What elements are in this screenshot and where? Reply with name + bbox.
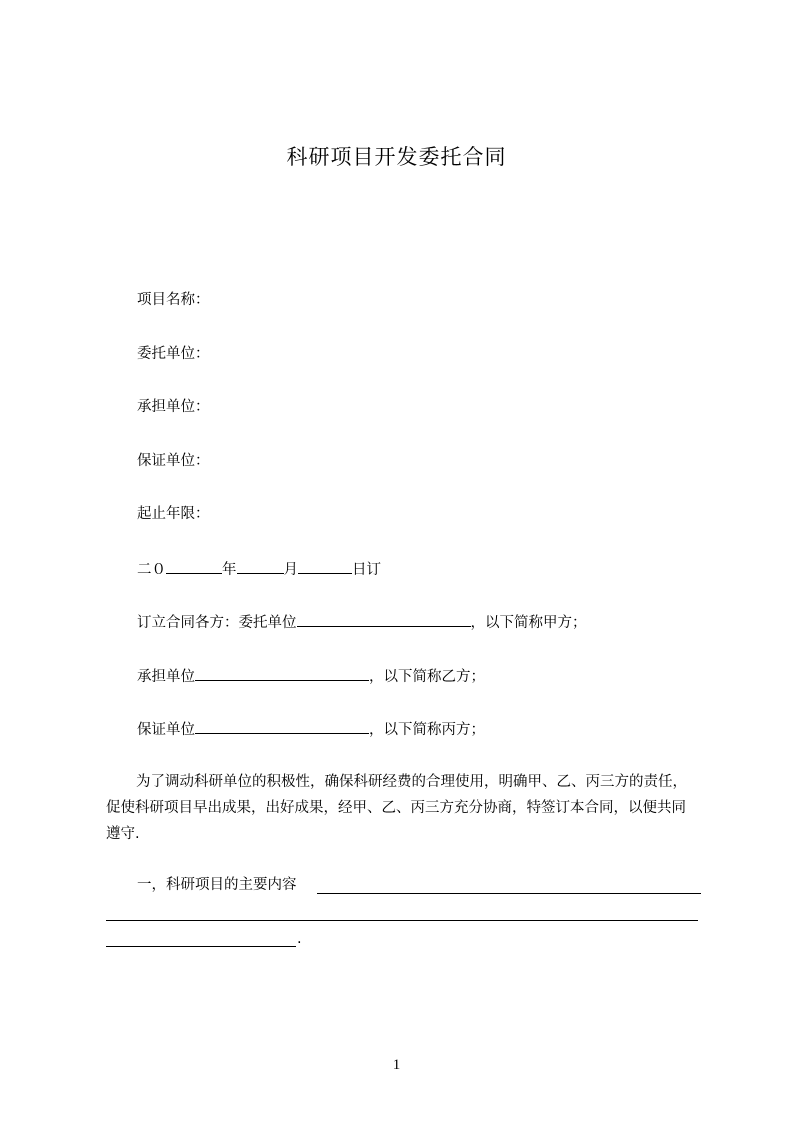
party-b-blank[interactable] bbox=[195, 665, 369, 681]
party-c-suffix: ，以下简称丙方； bbox=[369, 722, 485, 738]
field-guarantee-unit: 保证单位： bbox=[137, 453, 210, 469]
page-number: 1 bbox=[392, 1057, 401, 1073]
section-1-end-mark: . bbox=[297, 931, 302, 947]
party-b-prefix: 承担单位 bbox=[137, 669, 195, 685]
field-project-name: 项目名称： bbox=[137, 292, 210, 308]
document-title: 科研项目开发委托合同 bbox=[286, 145, 507, 169]
day-blank[interactable] bbox=[298, 558, 352, 574]
party-a-blank[interactable] bbox=[297, 611, 471, 627]
month-blank[interactable] bbox=[237, 558, 284, 574]
section-1-blank-line-2[interactable] bbox=[106, 920, 698, 921]
party-c-line bbox=[137, 718, 485, 740]
date-year-label: 年 bbox=[222, 562, 237, 578]
party-c-prefix: 保证单位 bbox=[137, 722, 195, 738]
section-1-heading: 一，科研项目的主要内容 bbox=[137, 877, 297, 893]
party-c-blank[interactable] bbox=[195, 718, 369, 734]
date-prefix: 二０ bbox=[137, 562, 166, 578]
date-day-label: 日订 bbox=[352, 562, 381, 578]
date-line bbox=[137, 558, 381, 580]
party-a-line bbox=[137, 611, 587, 633]
year-blank[interactable] bbox=[166, 558, 222, 574]
date-month-label: 月 bbox=[283, 562, 298, 578]
section-1-blank-line-3[interactable] bbox=[106, 946, 296, 947]
field-undertaking-unit: 承担单位： bbox=[137, 399, 210, 415]
party-a-suffix: ，以下简称甲方； bbox=[470, 615, 587, 631]
field-commissioning-unit: 委托单位： bbox=[137, 346, 210, 362]
field-period: 起止年限： bbox=[137, 506, 210, 522]
preamble-paragraph: 为了调动科研单位的积极性，确保科研经费的合理使用，明确甲、乙、丙三方的责任，促使科研项目早出成果，出好成果，经甲、乙、丙三方充分协商，特签订本合同，以便共同遵守. bbox=[106, 774, 687, 842]
party-a-prefix: 订立合同各方：委托单位 bbox=[137, 615, 297, 631]
section-1-blank-line-1[interactable] bbox=[317, 893, 701, 894]
party-b-suffix: ，以下简称乙方； bbox=[369, 669, 485, 685]
party-b-line bbox=[137, 665, 485, 687]
